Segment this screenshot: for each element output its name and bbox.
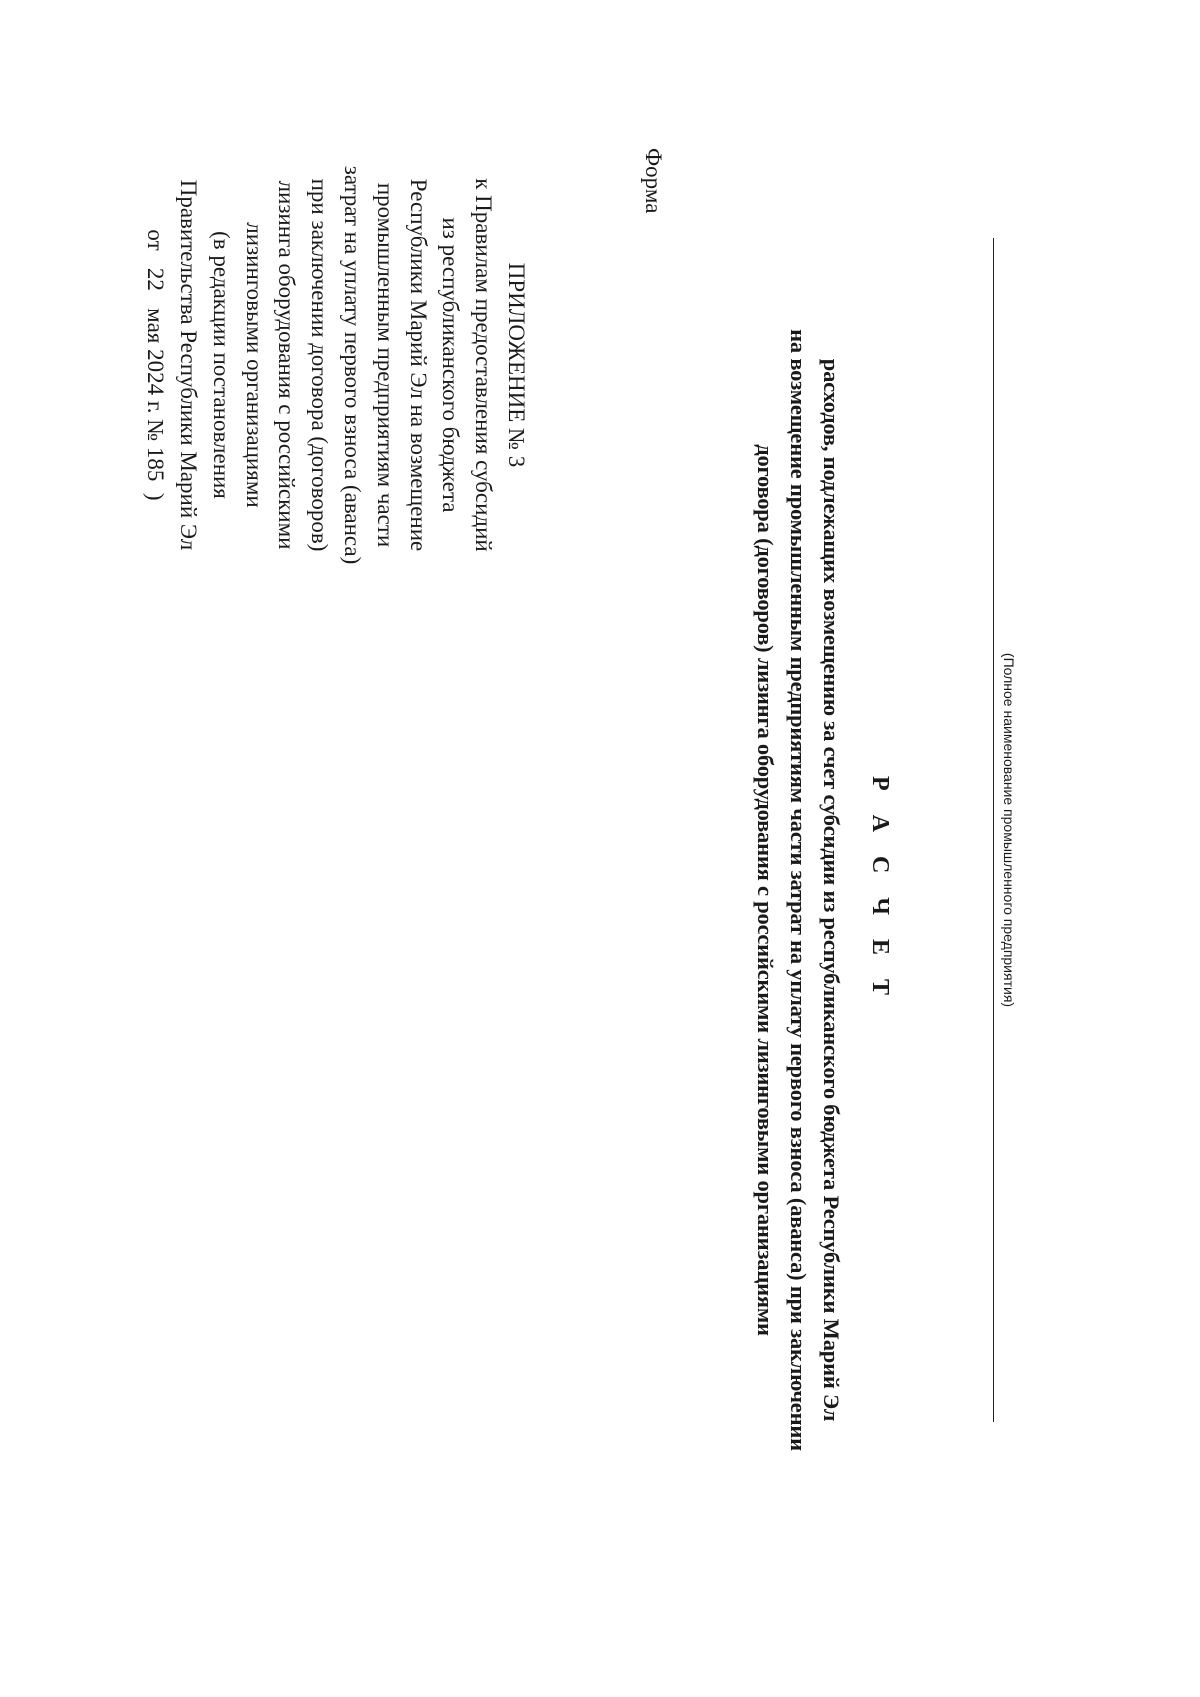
enterprise-name-line: [993, 238, 994, 1422]
appendix-header: [138, 148, 532, 582]
appendix-line: из республиканского бюджета: [438, 217, 464, 513]
appendix-line: затрат на уплату первого взноса (аванса): [340, 165, 366, 565]
form-label: Форма: [641, 148, 666, 214]
appendix-line: Правительства Республики Марий Эл: [176, 179, 202, 551]
appendix-line: Республики Марий Эл на возмещение: [405, 178, 431, 552]
document-subtitle: [749, 120, 848, 1660]
appendix-line: к Правилам предоставления субсидий: [471, 178, 497, 552]
appendix-date-line: от 22 мая 2024 г. № 185 ): [143, 229, 169, 501]
document-title-block: [749, 120, 896, 1660]
enterprise-name-caption: (Полное наименование промышленного предприятия): [1001, 652, 1017, 1008]
appendix-title: ПРИЛОЖЕНИЕ № 3: [504, 262, 529, 468]
subtitle-line: на возмещение промышленным предприятиям части затрат на уплату первого взноса (аванса) при заключении: [786, 329, 811, 1451]
subtitle-line: расходов, подлежащих возмещению за счет субсидии из республиканского бюджета Республики Марий Эл: [819, 358, 844, 1422]
appendix-line: лизинга оборудования с российскими: [274, 180, 300, 550]
subtitle-line: договора (договоров) лизинга оборудования с российскими лизинговыми организациями: [753, 444, 778, 1336]
document-heading: Р А С Ч Е Т: [867, 776, 893, 1004]
appendix-line: (в редакции постановления: [208, 231, 234, 499]
appendix-line: при заключении договора (договоров): [307, 178, 333, 552]
appendix-line: лизинговыми организациями: [241, 222, 267, 508]
appendix-line: промышленным предприятиям части: [372, 182, 398, 548]
